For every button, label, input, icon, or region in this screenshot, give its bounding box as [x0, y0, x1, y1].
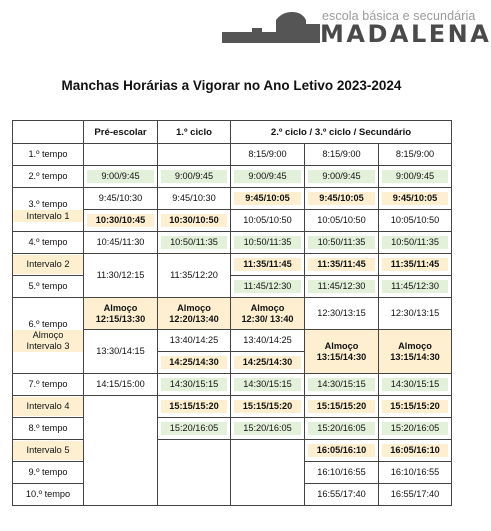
time-cell: 9:45/10:05 — [382, 192, 448, 205]
row-label: 9.º tempo — [13, 462, 84, 484]
row-label: 1.º tempo — [13, 144, 84, 166]
table-row — [13, 232, 452, 254]
header-empty — [13, 121, 84, 144]
lunch-cell: Almoço 12:15/13:30 — [84, 298, 158, 330]
time-cell: 9:00/9:45 — [87, 170, 154, 183]
time-cell: 8:15/9:00 — [305, 144, 379, 166]
time-cell: 14:30/15:15 — [234, 378, 301, 391]
header-1-ciclo: 1.º ciclo — [158, 121, 231, 144]
table-row — [13, 396, 452, 418]
time-cell: 11:35/11:45 — [382, 258, 448, 271]
header-pre-escolar: Pré-escolar — [84, 121, 158, 144]
time-cell: 9:00/9:45 — [234, 170, 301, 183]
time-cell: 16:55/17:40 — [305, 484, 379, 506]
time-cell: 14:15/15:00 — [84, 374, 158, 396]
table-row — [13, 374, 452, 396]
time-cell: 15:15/15:20 — [161, 400, 227, 413]
time-cell: 16:05/16:10 — [308, 444, 375, 457]
time-cell: 11:35/12:20 — [158, 254, 231, 298]
time-cell: 11:30/12:15 — [84, 254, 158, 298]
row-label: 8.º tempo — [13, 418, 84, 440]
logo-subtitle: escola básica e secundária — [322, 9, 476, 23]
table-row — [13, 298, 452, 330]
time-cell: 15:15/15:20 — [234, 400, 301, 413]
table-row — [13, 276, 452, 298]
time-cell: 13:30/14:15 — [84, 330, 158, 374]
time-cell: 10:50/11:35 — [308, 236, 375, 249]
time-cell: 16:10/16:55 — [305, 462, 379, 484]
time-cell: 9:00/9:45 — [382, 170, 448, 183]
time-cell: 14:30/15:15 — [382, 378, 448, 391]
time-cell: 14:25/14:30 — [161, 356, 227, 369]
table-row — [13, 188, 452, 210]
time-cell: 16:05/16:10 — [382, 444, 448, 457]
row-label: 5.º tempo — [13, 276, 84, 298]
row-label: Intervalo 5 — [13, 441, 83, 460]
time-cell: 9:45/10:05 — [308, 192, 375, 205]
time-cell: 14:30/15:15 — [308, 378, 375, 391]
time-cell: 10:05/10:50 — [231, 210, 305, 232]
time-cell: 8:15/9:00 — [231, 144, 305, 166]
row-label: 4.º tempo — [13, 232, 84, 254]
time-cell: 10:50/11:35 — [234, 236, 301, 249]
time-cell: 15:20/16:05 — [161, 422, 227, 435]
time-cell: 10:30/10:45 — [87, 214, 154, 227]
lunch-cell: Almoço 12:30/ 13:40 — [231, 298, 305, 330]
time-cell: 15:20/16:05 — [382, 422, 448, 435]
time-cell: 14:30/15:15 — [161, 378, 227, 391]
time-cell: 15:15/15:20 — [308, 400, 375, 413]
row-label: 2.º tempo — [13, 166, 84, 188]
table-row — [13, 144, 452, 166]
time-cell: 10:30/10:50 — [161, 214, 227, 227]
time-cell: 11:35/11:45 — [234, 258, 301, 271]
time-cell: 9:45/10:05 — [234, 192, 301, 205]
time-cell: 13:40/14:25 — [158, 330, 231, 352]
time-cell: 12:30/13:15 — [305, 298, 379, 330]
time-cell: 16:10/16:55 — [379, 462, 452, 484]
time-cell: 11:35/11:45 — [308, 258, 375, 271]
row-label — [13, 298, 84, 374]
time-cell: 9:00/9:45 — [308, 170, 375, 183]
time-cell: 9:45/10:30 — [84, 188, 158, 210]
table-header-row — [13, 121, 452, 144]
time-cell: 11:45/12:30 — [308, 280, 375, 293]
time-cell: 10:50/11:35 — [382, 236, 448, 249]
time-cell: 10:05/10:50 — [379, 210, 452, 232]
time-cell: 15:15/15:20 — [382, 400, 448, 413]
time-cell: 15:20/16:05 — [308, 422, 375, 435]
row-label — [13, 188, 84, 232]
time-cell: 10:45/11:30 — [84, 232, 158, 254]
time-cell: 13:40/14:25 — [231, 330, 305, 352]
time-cell: 11:45/12:30 — [382, 280, 448, 293]
schedule-table — [12, 120, 452, 506]
time-cell: 9:00/9:45 — [161, 170, 227, 183]
time-cell: 16:55/17:40 — [379, 484, 452, 506]
row-label: Intervalo 4 — [13, 397, 83, 416]
table-row — [13, 166, 452, 188]
table-row — [13, 440, 452, 462]
table-row — [13, 418, 452, 440]
lunch-cell: Almoço 12:20/13:40 — [158, 298, 231, 330]
row-label-tempo6: 6.º tempo — [28, 319, 68, 329]
header-2-3-ciclo-secundario: 2.º ciclo / 3.º ciclo / Secundário — [231, 121, 452, 144]
time-cell: 11:45/12:30 — [234, 280, 301, 293]
time-cell: 15:20/16:05 — [234, 422, 301, 435]
building-icon — [222, 10, 322, 44]
row-label: 7.º tempo — [13, 374, 84, 396]
page-title: Manchas Horárias a Vigorar no Ano Letivo 2023-2024 — [61, 78, 402, 93]
time-cell: 8:15/9:00 — [379, 144, 452, 166]
row-label-intervalo1: Intervalo 1 — [13, 210, 83, 222]
time-cell: 10:05/10:50 — [305, 210, 379, 232]
table-row — [13, 254, 452, 276]
row-label: 10.º tempo — [13, 484, 84, 506]
time-cell: 9:45/10:30 — [158, 188, 231, 210]
row-label-tempo3: 3.º tempo — [28, 198, 68, 209]
lunch-cell: Almoço 13:15/14:30 — [379, 330, 452, 374]
row-label-almoco: Almoço Intervalo 3 — [13, 330, 83, 352]
logo-name: MADALENA — [320, 20, 491, 48]
school-logo — [222, 8, 491, 48]
time-cell: 12:30/13:15 — [379, 298, 452, 330]
row-label: Intervalo 2 — [13, 255, 83, 274]
time-cell: 14:25/14:30 — [234, 356, 301, 369]
lunch-cell: Almoço 13:15/14:30 — [305, 330, 379, 374]
time-cell: 10:50/11:35 — [161, 236, 227, 249]
